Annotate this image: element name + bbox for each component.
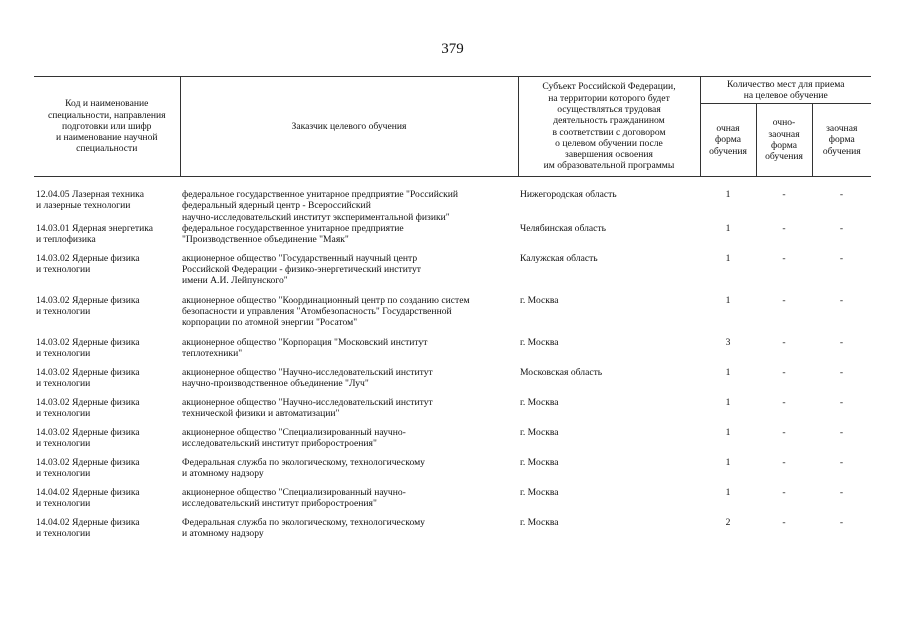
cell-subject: г. Москва <box>520 456 559 468</box>
cell-distance: - <box>839 426 844 438</box>
cell-fulltime: 1 <box>725 396 731 408</box>
cell-code: 14.04.02 Ядерные физика и технологии <box>36 486 140 510</box>
cell-distance: - <box>839 456 844 468</box>
cell-distance: - <box>839 366 844 378</box>
cell-customer: акционерное общество "Специализированный научно- исследовательский институт приборостроения" <box>182 426 406 450</box>
cell-fulltime: 1 <box>725 189 731 200</box>
cell-code: 14.03.01 Ядерная энергетика и теплофизика <box>36 222 153 246</box>
header-code: Код и наименование специальности, направления подготовки или шифр и наименование научной специальности <box>34 77 180 177</box>
cell-customer: Федеральная служба по экологическому, технологическому и атомному надзору <box>182 516 425 540</box>
table-row <box>34 457 871 487</box>
cell-distance: - <box>839 486 844 498</box>
table-row <box>34 427 871 457</box>
cell-fulltime: 1 <box>725 294 731 306</box>
cell-customer: акционерное общество "Научно-исследовательский институт технической физики и автоматизации" <box>182 396 433 420</box>
table-row <box>34 367 871 397</box>
page-number: 379 <box>441 41 464 57</box>
cell-fulltime: 1 <box>725 486 731 498</box>
cell-fulltime: 3 <box>725 336 731 348</box>
header-fulltime: очная форма обучения <box>700 104 756 177</box>
cell-parttime: - <box>782 252 786 264</box>
cell-customer: федеральное государственное унитарное предприятие "Российский федеральный ядерный центр - Всероссийский научно-исследовательский институт экспериментальной физики" <box>182 189 459 223</box>
table-row <box>34 337 871 367</box>
cell-parttime: - <box>782 222 786 234</box>
header-parttime: очно- заочная форма обучения <box>756 104 812 177</box>
header-places: Количество мест для приема на целевое обучение <box>700 77 871 104</box>
cell-fulltime: 1 <box>725 366 731 378</box>
cell-subject: г. Москва <box>520 396 559 408</box>
table-row <box>34 253 871 295</box>
cell-subject: г. Москва <box>520 426 559 438</box>
cell-fulltime: 1 <box>725 456 731 468</box>
cell-customer: акционерное общество "Научно-исследовательский институт научно-производственное объединение "Луч" <box>182 366 433 390</box>
cell-subject: г. Москва <box>520 486 559 498</box>
cell-customer: акционерное общество "Государственный научный центр Российской Федерации - физико-энергетический институт имени А.И. Лейпунского" <box>182 252 421 287</box>
table-row <box>34 397 871 427</box>
cell-subject: г. Москва <box>520 336 559 348</box>
cell-customer: Федеральная служба по экологическому, технологическому и атомному надзору <box>182 456 425 480</box>
cell-code: 12.04.05 Лазерная техника и лазерные технологии <box>36 189 144 212</box>
cell-code: 14.03.02 Ядерные физика и технологии <box>36 294 140 318</box>
cell-fulltime: 2 <box>725 516 731 528</box>
table-row <box>34 487 871 517</box>
cell-fulltime: 1 <box>725 252 731 264</box>
cell-parttime: - <box>782 516 786 528</box>
cell-subject: Московская область <box>520 366 603 378</box>
cell-parttime: - <box>782 426 786 438</box>
table-row <box>34 177 871 223</box>
cell-distance: - <box>839 294 844 306</box>
header-customer: Заказчик целевого обучения <box>180 77 518 177</box>
cell-parttime: - <box>782 456 786 468</box>
cell-code: 14.03.02 Ядерные физика и технологии <box>36 426 140 450</box>
cell-subject: Нижегородская область <box>520 189 617 200</box>
cell-parttime: - <box>782 189 786 200</box>
cell-parttime: - <box>782 396 786 408</box>
table-row <box>34 223 871 253</box>
cell-customer: акционерное общество "Координационный центр по созданию систем безопасности и управления "Атомбезопасность" Государственной корпорации по атомной энергии "Росатом" <box>182 294 470 329</box>
header-distance: заочная форма обучения <box>812 104 871 177</box>
cell-parttime: - <box>782 294 786 306</box>
table-row <box>34 517 871 547</box>
cell-distance: - <box>839 396 844 408</box>
cell-customer: акционерное общество "Специализированный научно- исследовательский институт приборостроения" <box>182 486 406 510</box>
cell-customer: акционерное общество "Корпорация "Московский институт теплотехники" <box>182 336 428 360</box>
cell-subject: Калужская область <box>520 252 598 264</box>
cell-code: 14.03.02 Ядерные физика и технологии <box>36 366 140 390</box>
cell-distance: - <box>839 222 844 234</box>
cell-code: 14.04.02 Ядерные физика и технологии <box>36 516 140 540</box>
cell-code: 14.03.02 Ядерные физика и технологии <box>36 456 140 480</box>
table-row <box>34 295 871 337</box>
cell-subject: г. Москва <box>520 516 559 528</box>
cell-code: 14.03.02 Ядерные физика и технологии <box>36 336 140 360</box>
cell-customer: федеральное государственное унитарное предприятие "Производственное объединение "Маяк" <box>182 222 404 246</box>
cell-fulltime: 1 <box>725 222 731 234</box>
cell-distance: - <box>839 189 844 200</box>
cell-distance: - <box>839 516 844 528</box>
cell-distance: - <box>839 252 844 264</box>
cell-code: 14.03.02 Ядерные физика и технологии <box>36 396 140 420</box>
cell-distance: - <box>839 336 844 348</box>
cell-fulltime: 1 <box>725 426 731 438</box>
cell-subject: г. Москва <box>520 294 559 306</box>
cell-parttime: - <box>782 366 786 378</box>
cell-code: 14.03.02 Ядерные физика и технологии <box>36 252 140 276</box>
cell-parttime: - <box>782 486 786 498</box>
header-subject: Субъект Российской Федерации, на территории которого будет осуществляться трудовая деятельность гражданином в соответствии с договором о целевом обучении после завершения освоения им образовательной программы <box>518 77 700 177</box>
cell-parttime: - <box>782 336 786 348</box>
target-training-table <box>34 76 871 547</box>
cell-subject: Челябинская область <box>520 222 606 234</box>
